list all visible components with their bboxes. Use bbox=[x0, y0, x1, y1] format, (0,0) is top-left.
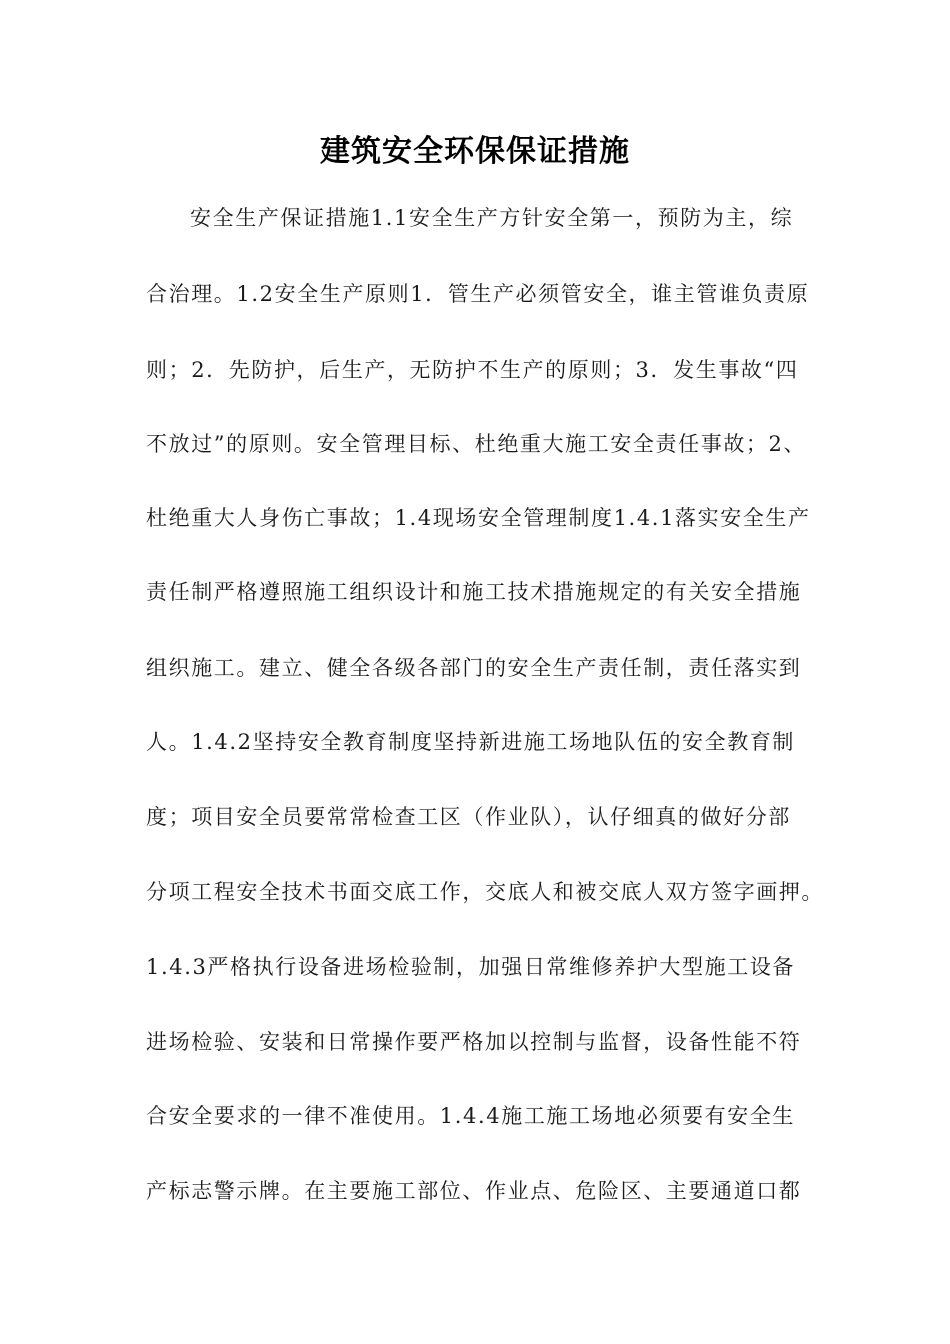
body-line-5: 杜绝重大人身伤亡事故；1.4现场安全管理制度1.4.1落实安全生产 bbox=[146, 506, 811, 530]
body-line-4: 不放过”的原则。安全管理目标、杜绝重大施工安全责任事故；2、 bbox=[146, 432, 807, 456]
body-line-6: 责任制严格遵照施工组织设计和施工技术措施规定的有关安全措施 bbox=[146, 580, 802, 604]
body-line-2: 合治理。1.2安全生产原则1．管生产必须管安全，谁主管谁负责原 bbox=[146, 282, 810, 306]
body-line-10: 分项工程安全技术书面交底工作，交底人和被交底人双方签字画押。 bbox=[146, 880, 824, 904]
body-line-13: 合安全要求的一律不准使用。1.4.4施工施工场地必须要有安全生 bbox=[146, 1104, 796, 1128]
body-line-8: 人。1.4.2坚持安全教育制度坚持新进施工场地队伍的安全教育制 bbox=[146, 730, 796, 754]
body-line-1: 安全生产保证措施1.1安全生产方针安全第一，预防为主，综 bbox=[190, 206, 794, 230]
body-line-9: 度；项目安全员要常常检查工区（作业队），认仔细真的做好分部 bbox=[146, 805, 791, 829]
body-line-12: 进场检验、安装和日常操作要严格加以控制与监督，设备性能不符 bbox=[146, 1030, 802, 1054]
body-line-11: 1.4.3严格执行设备进场检验制，加强日常维修养护大型施工设备 bbox=[146, 955, 796, 979]
body-line-14: 产标志警示牌。在主要施工部位、作业点、危险区、主要通道口都 bbox=[146, 1179, 802, 1203]
document-title: 建筑安全环保保证措施 bbox=[320, 134, 630, 169]
body-line-3: 则；2．先防护，后生产，无防护不生产的原则；3．发生事故“四 bbox=[146, 358, 799, 382]
body-line-7: 组织施工。建立、健全各级各部门的安全生产责任制，责任落实到 bbox=[146, 656, 802, 680]
